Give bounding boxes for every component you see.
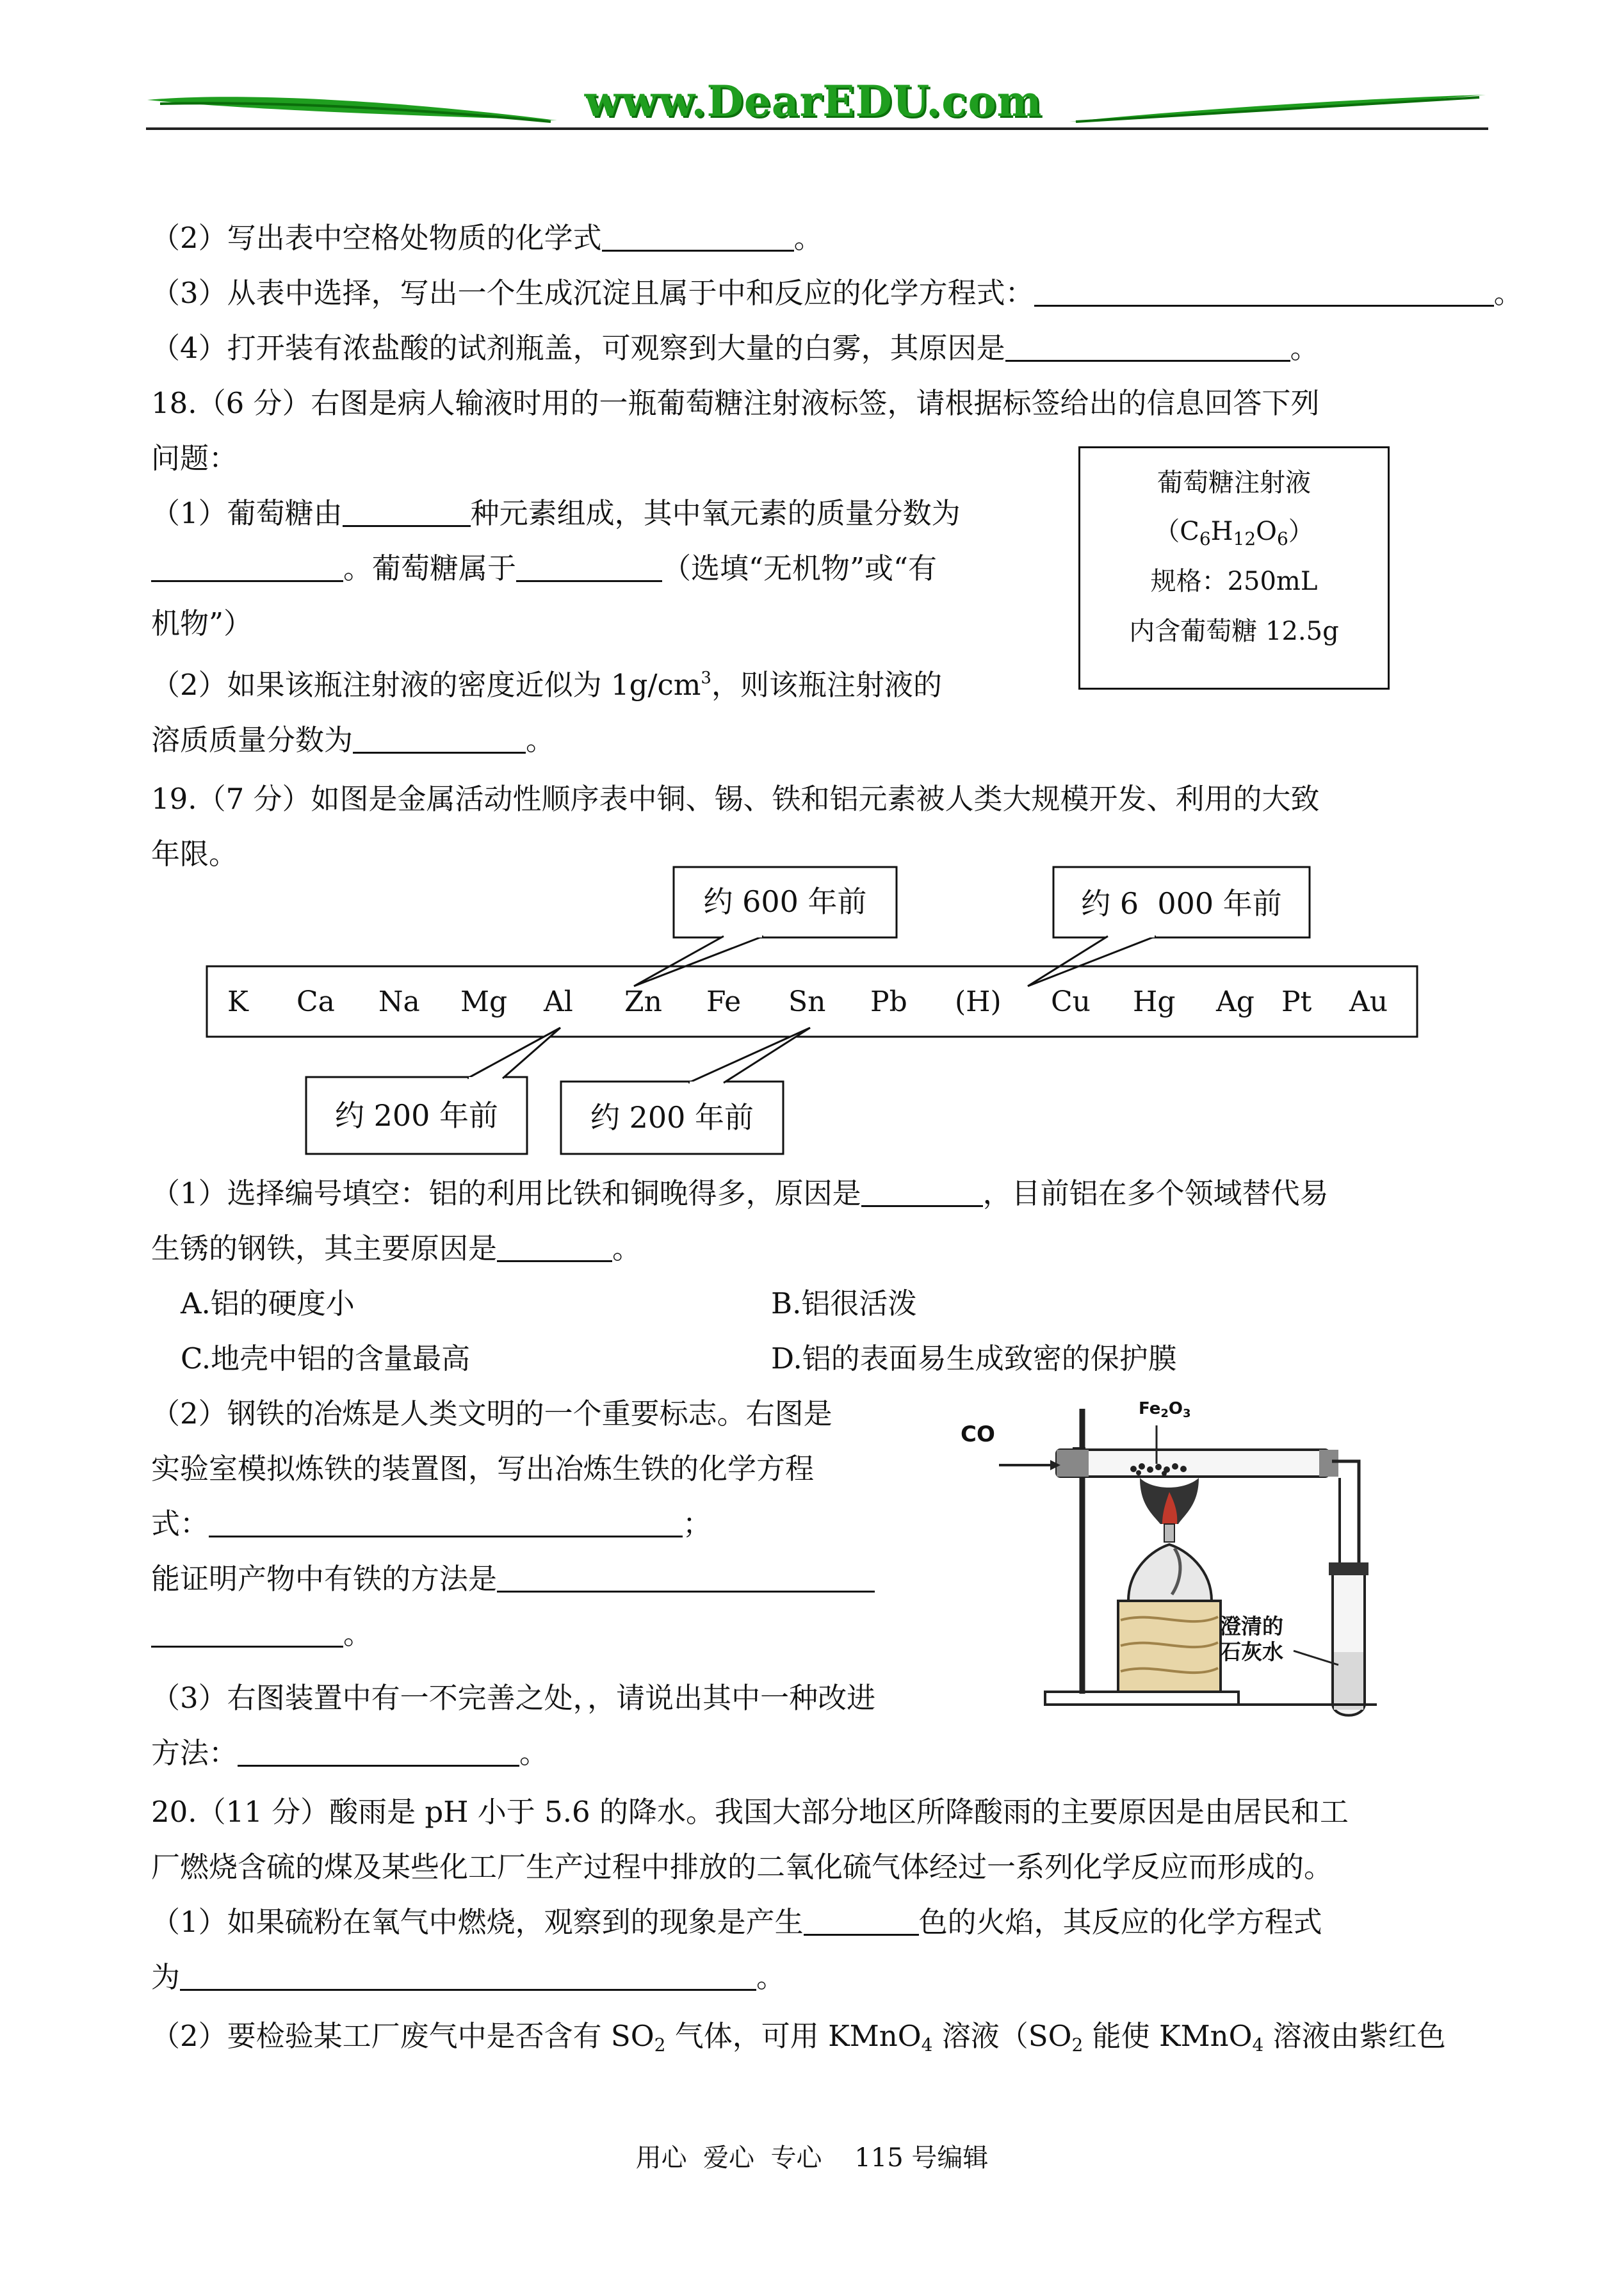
metal-activity-diagram	[192, 861, 1428, 1162]
q20-intro-line2: 厂燃烧含硫的煤及某些化工厂生产过程中排放的二氧化硫气体经过一系列化学反应而形成的。	[151, 1850, 1333, 1884]
header-swoosh-right	[1069, 82, 1492, 127]
metal-symbol: K	[227, 985, 248, 1018]
q19-part3-line2: 方法： 。	[151, 1736, 549, 1770]
answer-blank[interactable]	[516, 552, 662, 582]
q20-part1-line1: （1）如果硫粉在氧气中燃烧，观察到的现象是产生 色的火焰，其反应的化学方程式	[151, 1905, 1322, 1939]
q18-part1-line3: 机物”）	[151, 606, 253, 640]
co-label: CO	[961, 1422, 995, 1447]
metal-symbol: Pt	[1281, 985, 1312, 1018]
answer-blank[interactable]	[602, 222, 794, 252]
metal-symbol: Hg	[1133, 985, 1176, 1018]
answer-blank[interactable]	[497, 1562, 875, 1593]
metal-symbol: Al	[544, 985, 573, 1018]
callout-cu: 约 6 000 年前	[1081, 886, 1282, 921]
q19-part1-line1: （1）选择编号填空：铝的利用比铁和铜晚得多，原因是 ，目前铝在多个领域替代易	[151, 1176, 1329, 1210]
q20-part1-line2: 为 。	[151, 1960, 786, 1994]
metal-symbol: Ag	[1216, 985, 1255, 1018]
q17-part2: （2）写出表中空格处物质的化学式 。	[151, 221, 823, 255]
header-rule	[146, 127, 1488, 130]
answer-blank[interactable]	[238, 1737, 519, 1767]
q19-part2-line2: 实验室模拟炼铁的装置图，写出冶炼生铁的化学方程	[151, 1452, 815, 1486]
metal-symbol: Zn	[624, 985, 662, 1018]
q17-part3: （3）从表中选择，写出一个生成沉淀且属于中和反应的化学方程式： 。	[151, 276, 1523, 310]
metal-symbol: Au	[1349, 985, 1388, 1018]
answer-blank[interactable]	[151, 552, 343, 582]
metal-symbol: Na	[378, 985, 420, 1018]
option-d: D.铝的表面易生成致密的保护膜	[771, 1342, 1177, 1375]
answer-blank[interactable]	[497, 1232, 612, 1262]
limewater-label-line1: 澄清的	[1220, 1614, 1283, 1639]
apparatus-drawing	[961, 1396, 1383, 1729]
metal-symbol: Fe	[706, 985, 742, 1018]
q19-part2-line4: 能证明产物中有铁的方法是	[151, 1560, 875, 1598]
q18-part2-line1: （2）如果该瓶注射液的密度近似为 $1g/cm^3$，则该瓶注射液的	[151, 668, 942, 702]
fe2o3-label: $Fe_2O_3$	[1139, 1399, 1191, 1420]
q18-part2-line2: 溶质质量分数为 。	[151, 723, 555, 757]
answer-blank[interactable]	[1034, 277, 1494, 307]
site-logo: www.DearEDU.com	[584, 76, 1043, 126]
callout-al: 约 200 年前	[334, 1098, 499, 1133]
answer-blank[interactable]	[151, 1618, 343, 1648]
label-spec: 规格：250mL	[1150, 567, 1318, 596]
answer-blank[interactable]	[353, 724, 526, 754]
q19-part3-line1: （3）右图装置中有一不完善之处，，请说出其中一种改进	[151, 1681, 876, 1715]
q19-part1-line2: 生锈的钢铁，其主要原因是 。	[151, 1231, 642, 1265]
header	[0, 0, 1624, 141]
glucose-injection-label	[1078, 446, 1390, 690]
page-footer: 用心 爱心 专心 115 号编辑	[635, 2143, 989, 2173]
answer-blank[interactable]	[343, 497, 471, 527]
label-content: 内含葡萄糖 12.5g	[1129, 617, 1339, 646]
label-formula: $(C_6H_{12}O_6)$	[1154, 517, 1314, 549]
answer-blank[interactable]	[861, 1177, 983, 1207]
answer-blank[interactable]	[180, 1961, 756, 1991]
q20-part2-line1: （2）要检验某工厂废气中是否含有 $SO_2$ 气体，可用 KMnO$_4$ 溶液（$SO_2$ 能使 KMnO$_4$ 溶液由紫红色	[151, 2019, 1446, 2056]
metal-symbols-row	[207, 983, 1417, 1021]
answer-blank[interactable]	[804, 1906, 919, 1936]
callout-sn: 约 200 年前	[590, 1100, 754, 1135]
q19-part2-line3: 式： ；	[151, 1507, 712, 1541]
metal-symbol: Mg	[460, 985, 508, 1018]
q20-intro-line1: 20.（11 分）酸雨是 pH 小于 5.6 的降水。我国大部分地区所降酸雨的主要原因是由居民和工	[151, 1795, 1349, 1829]
limewater-label-line2: 石灰水	[1220, 1639, 1283, 1664]
q18-part1-line2: 。葡萄糖属于 （选填“无机物”或“有	[151, 549, 937, 588]
metal-symbol: Sn	[788, 985, 826, 1018]
label-title: 葡萄糖注射液	[1157, 468, 1311, 498]
header-swoosh-left	[147, 82, 564, 127]
metal-symbol: Cu	[1051, 985, 1091, 1018]
q18-intro-line2: 问题：	[151, 441, 238, 475]
q19-intro-line2: 年限。	[151, 837, 238, 871]
option-a: A.铝的硬度小	[181, 1286, 355, 1320]
metal-symbol: Pb	[870, 985, 907, 1018]
callout-zn: 约 600 年前	[703, 884, 867, 919]
iron-smelting-apparatus	[961, 1396, 1383, 1729]
metal-symbol: (H)	[955, 985, 1002, 1018]
q19-intro-line1: 19.（7 分）如图是金属活动性顺序表中铜、锡、铁和铝元素被人类大规模开发、利用的大致	[151, 782, 1320, 816]
option-b: B.铝很活泼	[771, 1286, 917, 1320]
answer-blank[interactable]	[1005, 332, 1290, 362]
q19-part2-line1: （2）钢铁的冶炼是人类文明的一个重要标志。右图是	[151, 1397, 832, 1431]
q18-part1-line1: （1）葡萄糖由 种元素组成，其中氧元素的质量分数为	[151, 496, 961, 530]
q17-part4: （4）打开装有浓盐酸的试剂瓶盖，可观察到大量的白雾，其原因是 。	[151, 331, 1319, 365]
answer-blank[interactable]	[209, 1507, 683, 1537]
q18-intro-line1: 18.（6 分）右图是病人输液时用的一瓶葡萄糖注射液标签，请根据标签给出的信息回答下列	[151, 386, 1320, 420]
q19-part2-line5: 。	[151, 1615, 372, 1653]
metal-symbol: Ca	[296, 985, 335, 1018]
option-c: C.地壳中铝的含量最高	[181, 1342, 471, 1375]
